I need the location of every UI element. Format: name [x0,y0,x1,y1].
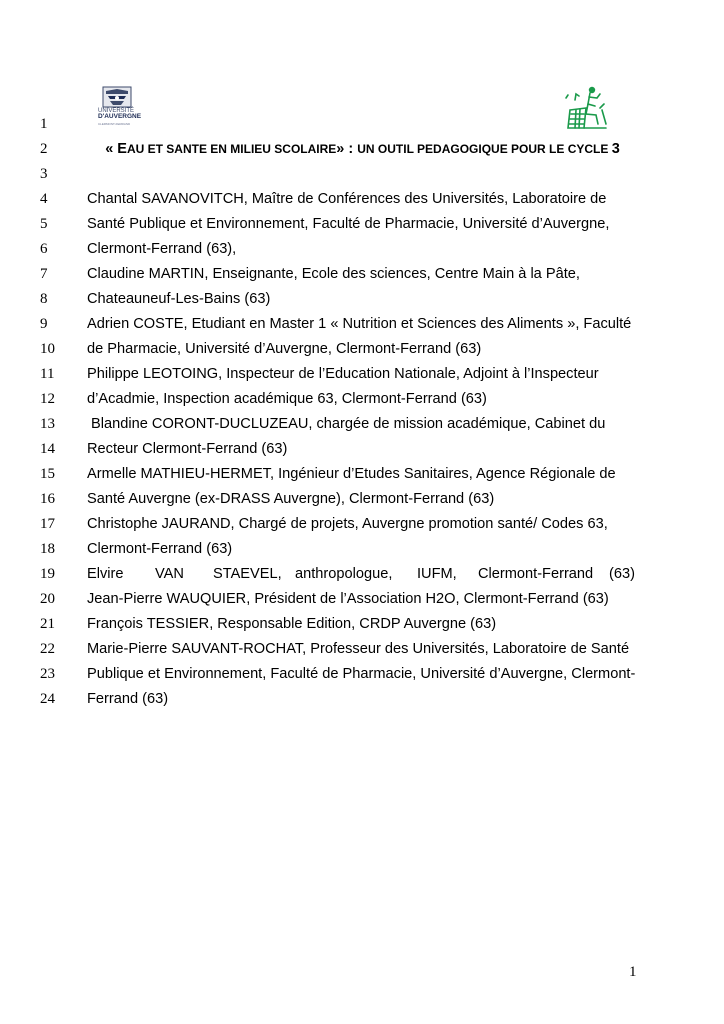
word: (63) [609,566,635,582]
line-7 [0,262,724,287]
line-number: 10 [40,341,55,357]
text-line: Blandine CORONT-DUCLUZEAU, chargée de mission académique, Cabinet du [87,416,606,432]
line-12 [0,387,724,412]
line-13 [0,412,724,437]
line-number: 23 [40,666,55,682]
word: Elvire [87,566,124,582]
line-11 [0,362,724,387]
line-number: 3 [40,166,48,182]
text-line: Santé Publique et Environnement, Faculté de Pharmacie, Université d’Auvergne, [87,216,610,232]
logo-left-line3: CLERMONT-FERRAND [98,122,131,126]
line-8 [0,287,724,312]
line-number: 4 [40,191,48,207]
line-number: 11 [40,366,55,382]
line-24 [0,687,724,712]
text-line: Clermont-Ferrand (63), [87,241,237,257]
line-18 [0,537,724,562]
line-22 [0,637,724,662]
text-line: Marie-Pierre SAUVANT-ROCHAT, Professeur des Universités, Laboratoire de Santé [87,641,630,657]
text-line: Armelle MATHIEU-HERMET, Ingénieur d’Etudes Sanitaires, Agence Régionale de [87,466,616,482]
word: IUFM, [417,566,457,582]
text-line: Chantal SAVANOVITCH, Maître de Conférences des Universités, Laboratoire de [87,191,607,207]
line-20 [0,587,724,612]
line-23 [0,662,724,687]
line-number: 18 [40,541,55,557]
line-number: 17 [40,516,55,532]
line-number: 21 [40,616,55,632]
line-number: 8 [40,291,48,307]
line-number: 14 [40,441,55,457]
title-part: 3 [611,141,620,157]
line-number: 2 [40,141,48,157]
line-number: 7 [40,266,48,282]
text-line: Adrien COSTE, Etudiant en Master 1 « Nutrition et Sciences des Aliments », Faculté [87,316,632,332]
line-number: 19 [40,566,55,582]
line-number: 22 [40,641,55,657]
title-part: UN OUTIL PEDAGOGIQUE POUR LE CYCLE [357,142,612,156]
line-number: 9 [40,316,48,332]
line-number: 12 [40,391,55,407]
title-part: » : [336,141,358,157]
line-4 [0,187,724,212]
text-line: d’Acadmie, Inspection académique 63, Clermont-Ferrand (63) [87,391,487,407]
document-title [87,137,638,162]
title-part: AU ET SANTE EN MILIEU SCOLAIRE [126,142,337,156]
text-line: Ferrand (63) [87,691,169,707]
word: Clermont-Ferrand [478,566,594,582]
line-5 [0,212,724,237]
line-2 [0,137,724,162]
text-line: Clermont-Ferrand (63) [87,541,233,557]
word: anthropologue, [295,566,393,582]
line-number: 15 [40,466,55,482]
text-line: Recteur Clermont-Ferrand (63) [87,441,288,457]
line-17 [0,512,724,537]
line-21 [0,612,724,637]
text-line: Santé Auvergne (ex-DRASS Auvergne), Clermont-Ferrand (63) [87,491,495,507]
line-number: 1 [40,116,48,132]
line-3 [0,162,724,187]
word: STAEVEL, [213,566,282,582]
line-16 [0,487,724,512]
line-1 [0,112,724,137]
title-part: « E [105,141,127,157]
line-10 [0,337,724,362]
logo-left-line2: D'AUVERGNE [98,113,142,120]
text-line: Claudine MARTIN, Enseignante, Ecole des sciences, Centre Main à la Pâte, [87,266,580,282]
logo-left-line1: UNIVERSITÉ [98,108,135,114]
text-line: Publique et Environnement, Faculté de Pharmacie, Université d’Auvergne, Clermont- [87,666,636,682]
line-15 [0,462,724,487]
page-number: 1 [629,964,637,980]
line-number: 20 [40,591,55,607]
line-number: 16 [40,491,55,507]
line-14 [0,437,724,462]
word: VAN [155,566,184,582]
line-19 [0,562,724,587]
text-line: Christophe JAURAND, Chargé de projets, Auvergne promotion santé/ Codes 63, [87,516,608,532]
line-6 [0,237,724,262]
line-number: 24 [40,691,55,707]
line-number: 13 [40,416,55,432]
line-number: 5 [40,216,48,232]
university-emblem-icon [102,86,132,110]
text-line: Philippe LEOTOING, Inspecteur de l’Education Nationale, Adjoint à l’Inspecteur [87,366,599,382]
text-line: de Pharmacie, Université d’Auvergne, Clermont-Ferrand (63) [87,341,482,357]
line-number: 6 [40,241,48,257]
line-9 [0,312,724,337]
text-line: François TESSIER, Responsable Edition, CRDP Auvergne (63) [87,616,497,632]
text-line: Chateauneuf-Les-Bains (63) [87,291,271,307]
text-line: Jean-Pierre WAUQUIER, Président de l’Association H2O, Clermont-Ferrand (63) [87,591,609,607]
